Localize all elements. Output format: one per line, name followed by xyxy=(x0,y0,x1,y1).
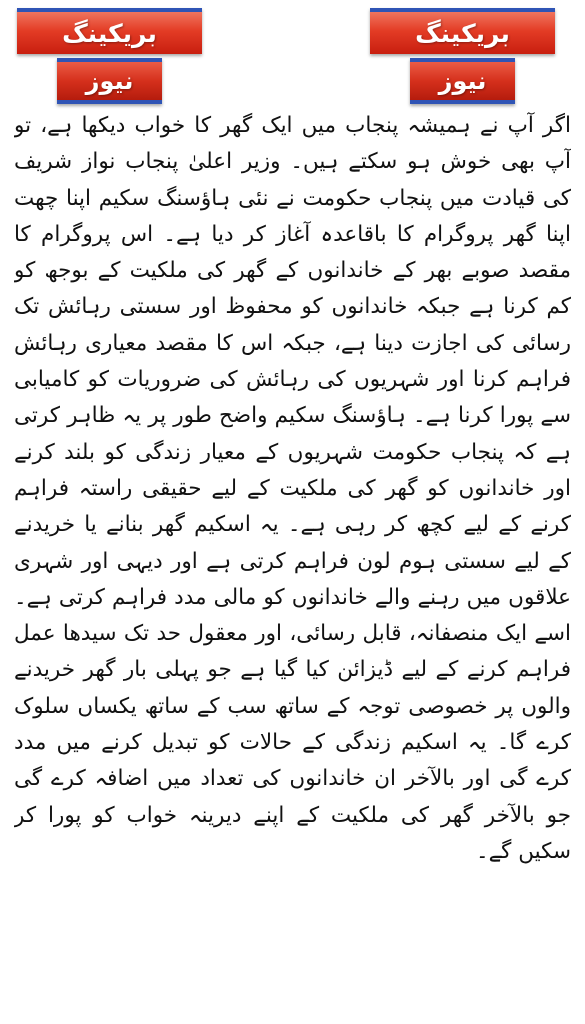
breaking-label: بریکینگ xyxy=(415,19,510,48)
news-label: نیوز xyxy=(85,67,134,95)
breaking-label-box xyxy=(370,8,555,54)
article-body: اگر آپ نے ہمیشہ پنجاب میں ایک گھر کا خواب دیکھا ہے، تو آپ بھی خوش ہو سکتے ہیں۔ وزیر اعلیٰ پنجاب نواز شریف کی قیادت میں پنجاب حکومت نے نئی ہاؤسنگ سکیم اپنا چھت اپنا گھر پروگرام کا باقاعدہ آغاز کر دیا ہے۔ اس پروگرام کا مقصد صوبے بھر کے خاندانوں کے گھر کی ملکیت کے بوجھ کو کم کرنا ہے جبکہ خاندانوں کو محفوظ اور سستی رہائش تک رسائی کی اجازت دینا ہے، جبکہ اس کا مقصد معیاری رہائش فراہم کرنا اور شہریوں کی رہائش کی ضروریات کو کامیابی سے پورا کرنا ہے۔ ہاؤسنگ سکیم واضح طور پر یہ ظاہر کرتی ہے کہ پنجاب حکومت شہریوں کے معیار زندگی کو بلند کرنے اور خاندانوں کو گھر کی ملکیت کے لیے حقیقی راستہ فراہم کرنے کے لیے کچھ کر رہی ہے۔ یہ اسکیم گھر بنانے یا خریدنے کے لیے سستی ہوم لون فراہم کرتی ہے اور دیہی اور شہری علاقوں میں رہنے والے خاندانوں کو مالی مدد فراہم کرتی ہے۔ اسے ایک منصفانہ، قابل رسائی، اور معقول حد تک سیدھا عمل فراہم کرنے کے لیے ڈیزائن کیا گیا ہے جو پہلی بار گھر خریدنے والوں پر خصوصی توجہ کے ساتھ سب کے ساتھ یکساں سلوک کرے گا۔ یہ اسکیم زندگی کے حالات کو تبدیل کرنے میں مدد کرے گی اور بالآخر ان خاندانوں کی تعداد میں اضافہ کرے گی جو بالآخر گھر کی ملکیت کے اپنے دیرینہ خواب کو پورا کر سکیں گے۔ xyxy=(14,113,571,864)
breaking-label: بریکینگ xyxy=(62,19,157,48)
breaking-news-badge-right xyxy=(370,8,555,104)
news-label: نیوز xyxy=(438,67,487,95)
news-label-box xyxy=(410,58,515,104)
breaking-label-box xyxy=(17,8,202,54)
breaking-news-badge-left xyxy=(17,8,202,104)
news-label-box xyxy=(57,58,162,104)
